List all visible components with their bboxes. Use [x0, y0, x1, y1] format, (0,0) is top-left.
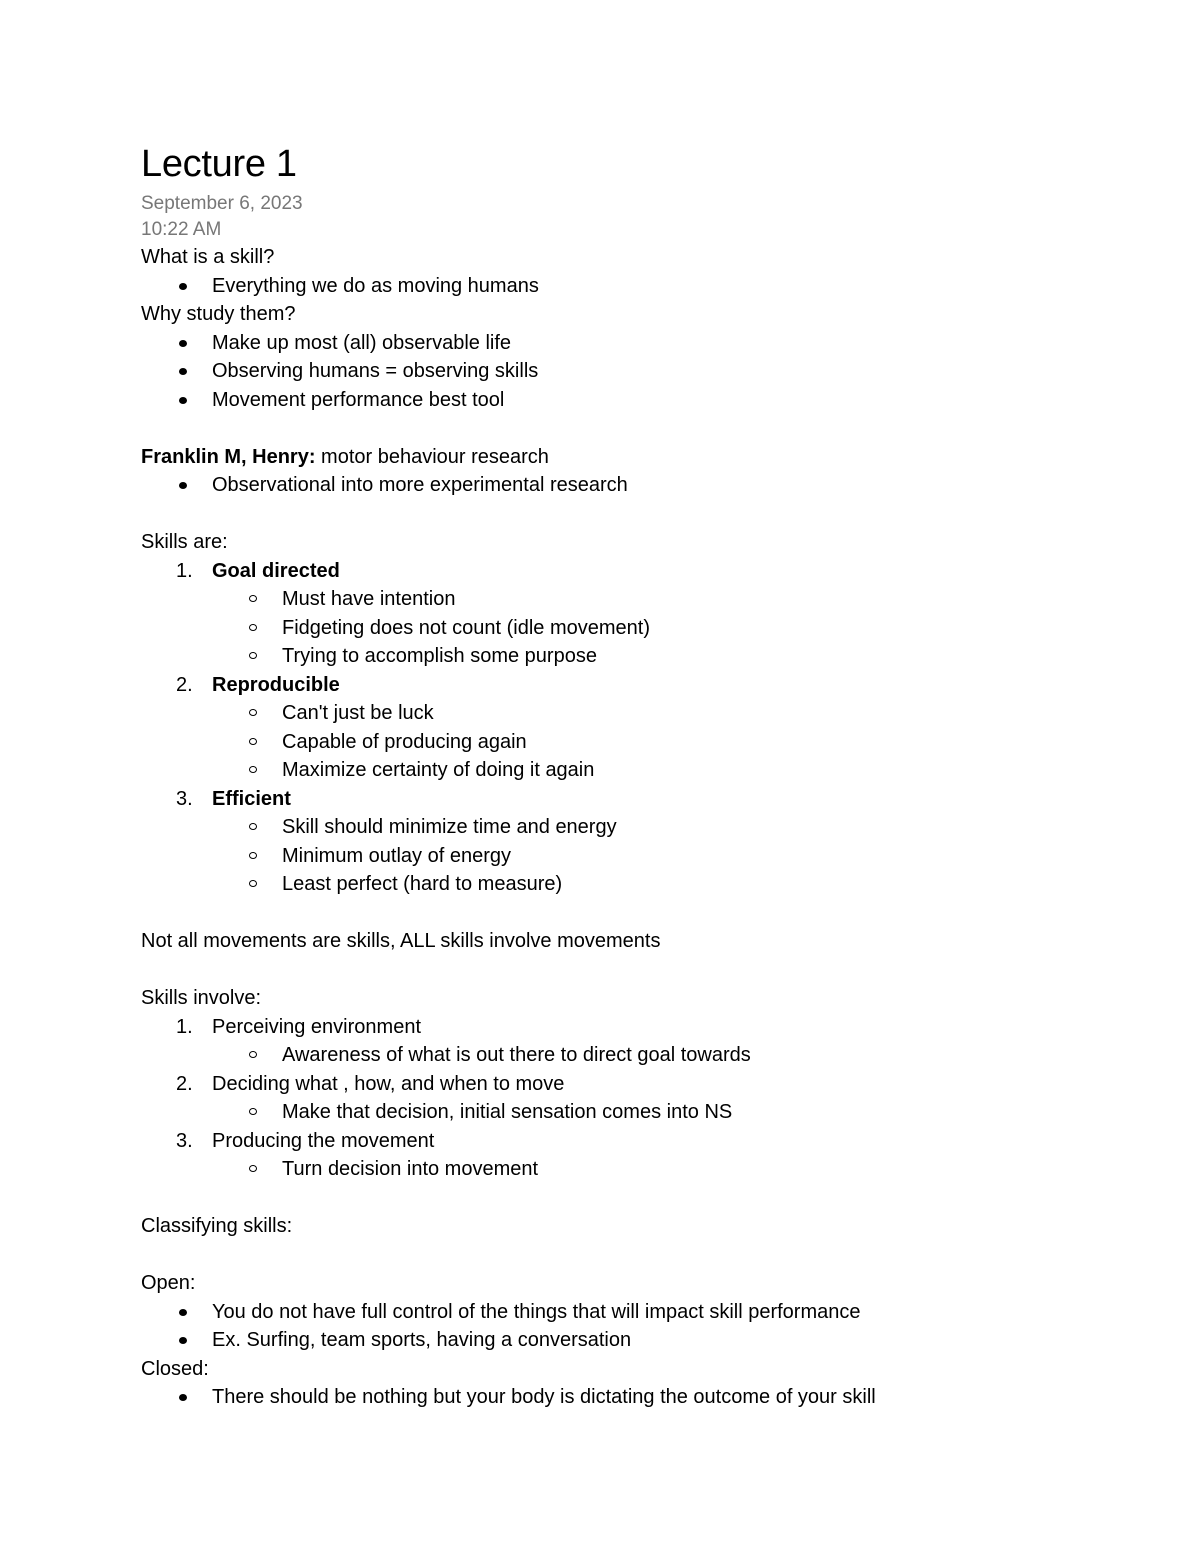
sub-bullet-item: Make that decision, initial sensation comes into NS — [141, 1098, 1141, 1127]
item-number: 3. — [176, 1129, 193, 1152]
sub-bullet-item: Must have intention — [141, 585, 1141, 614]
item-number: 1. — [176, 559, 193, 582]
item-number: 3. — [176, 787, 193, 810]
sub-bullet-item: Awareness of what is out there to direct goal towards — [141, 1041, 1141, 1070]
item-label: Perceiving environment — [212, 1015, 421, 1038]
sub-bullet-item: Minimum outlay of energy — [141, 842, 1141, 871]
numbered-item — [141, 1013, 1141, 1042]
bullet-item: There should be nothing but your body is dictating the outcome of your skill — [141, 1383, 1141, 1412]
skills-are-heading: Skills are: — [141, 531, 228, 553]
sub-bullet-item: Fidgeting does not count (idle movement) — [141, 614, 1141, 643]
question-what-is-skill: What is a skill? — [141, 246, 275, 268]
item-number: 2. — [176, 673, 193, 696]
henry-line — [141, 443, 1141, 472]
item-label: Deciding what , how, and when to move — [212, 1072, 565, 1095]
closed-label: Closed: — [141, 1357, 209, 1380]
open-label: Open: — [141, 1272, 196, 1294]
sub-bullet-item: Can't just be luck — [141, 699, 1141, 728]
page-title: Lecture 1 — [141, 143, 297, 185]
sub-bullet-item: Turn decision into movement — [141, 1155, 1141, 1184]
numbered-item — [141, 1070, 1141, 1099]
numbered-item — [141, 671, 1141, 700]
numbered-item — [141, 785, 1141, 814]
time: 10:22 AM — [141, 219, 222, 240]
not-all-movements: Not all movements are skills, ALL skills involve movements — [141, 930, 661, 952]
bullet-item: Observing humans = observing skills — [141, 357, 1141, 386]
date: September 6, 2023 — [141, 193, 303, 214]
item-label: Efficient — [212, 787, 291, 810]
bullet-item: Observational into more experimental research — [141, 471, 1141, 500]
bullet-item: Make up most (all) observable life — [141, 329, 1141, 358]
item-label: Goal directed — [212, 559, 340, 582]
sub-bullet-item: Skill should minimize time and energy — [141, 813, 1141, 842]
sub-bullet-item: Least perfect (hard to measure) — [141, 870, 1141, 899]
item-label: Reproducible — [212, 673, 340, 696]
henry-name: Franklin M, Henry: — [141, 445, 316, 468]
question-why-study: Why study them? — [141, 303, 296, 325]
sub-bullet-item: Capable of producing again — [141, 728, 1141, 757]
document-page — [141, 140, 1141, 1412]
numbered-item — [141, 557, 1141, 586]
sub-bullet-item: Maximize certainty of doing it again — [141, 756, 1141, 785]
sub-bullet-item: Trying to accomplish some purpose — [141, 642, 1141, 671]
bullet-item: Everything we do as moving humans — [141, 272, 1141, 301]
item-number: 2. — [176, 1072, 193, 1095]
numbered-item — [141, 1127, 1141, 1156]
item-label: Producing the movement — [212, 1129, 435, 1152]
classifying-heading: Classifying skills: — [141, 1215, 293, 1237]
henry-text: motor behaviour research — [315, 445, 549, 468]
skills-involve-heading: Skills involve: — [141, 987, 262, 1009]
item-number: 1. — [176, 1015, 193, 1038]
bullet-item: Ex. Surfing, team sports, having a conversation — [141, 1326, 1141, 1355]
bullet-item: Movement performance best tool — [141, 386, 1141, 415]
bullet-item: You do not have full control of the things that will impact skill performance — [141, 1298, 1141, 1327]
